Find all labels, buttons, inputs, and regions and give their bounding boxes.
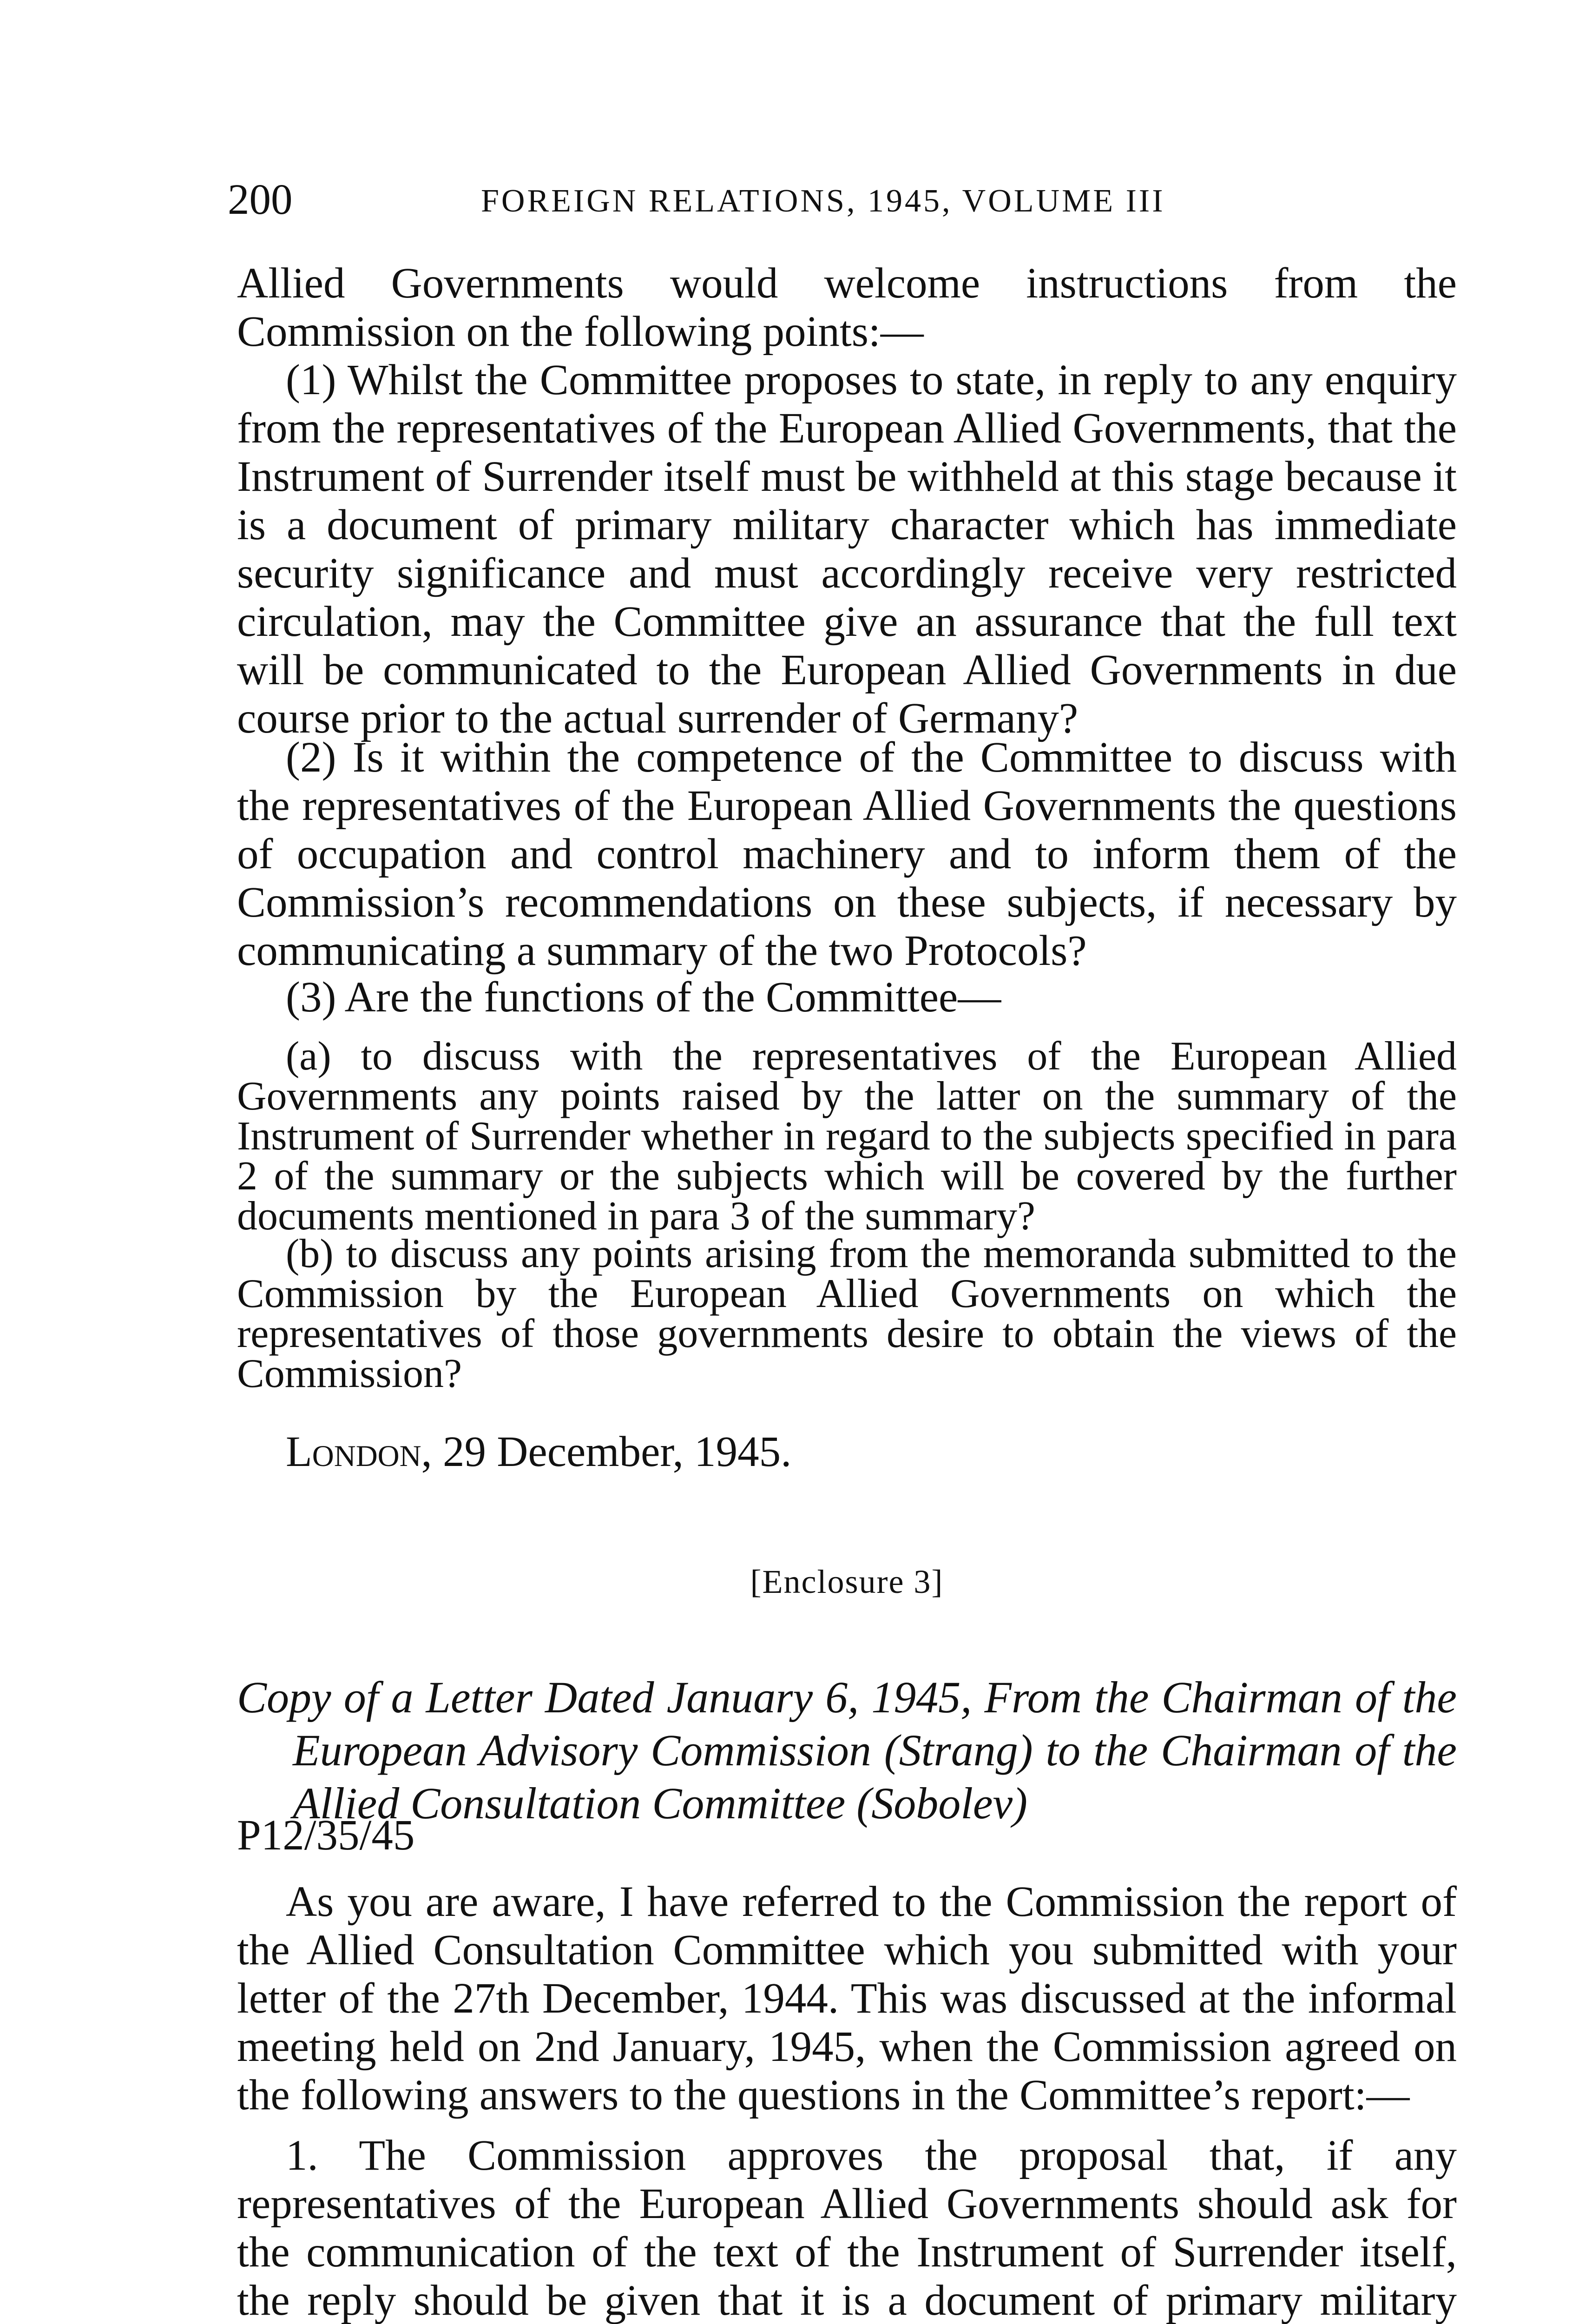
running-title: FOREIGN RELATIONS, 1945, VOLUME III [481,183,1165,219]
enclosure-label: [Enclosure 3] [750,1563,944,1600]
question-1-paragraph: (1) Whilst the Committee proposes to state, in reply to any enquiry from the representatives of the European Allied Governments, that the Instrument of Surrender itself must be withheld at this stage because it is a document of primary military character which has immediate security significance and must accordingly receive very restricted circulation, may the Committee give an assurance that the full text will be communicated to the European Allied Governments in due course prior to the actual surrender of Germany? [237,356,1457,742]
page-header [228,176,1457,227]
dateline-place: London [286,1428,421,1476]
dateline [286,1428,1308,1476]
dateline-date: , 29 December, 1945. [421,1428,792,1476]
letter-body-paragraph-2: 1. The Commission approves the proposal that, if any representatives of the European Allied Governments should ask for the communication of the text of the Instrument of Surrender itself, the reply should be given that it is a document of primary military [237,2132,1457,2324]
question-3a-paragraph: (a) to discuss with the representatives of the European Allied Governments any points raised by the latter on the summary of the Instrument of Surrender whether in regard to the subjects specified in para 2 of the summary or the subjects which will be covered by the further documents mentioned in para 3 of the summary? [237,1034,1457,1239]
page-number: 200 [228,176,293,224]
reference-number: P12/35/45 [237,1811,415,1859]
intro-paragraph: Allied Governments would welcome instructions from the Commission on the following points:— [237,259,1457,356]
question-3-paragraph: (3) Are the functions of the Committee— [286,973,1001,1021]
enclosure-title: Copy of a Letter Dated January 6, 1945, From the Chairman of the European Advisory Commission (Strang) to the Chairman of the Allied Consultation Committee (Sobolev) [237,1672,1457,1828]
question-3b-paragraph: (b) to discuss any points arising from the memoranda submitted to the Commission by the European Allied Governments on which the representatives of those governments desire to obtain the views of the Commission? [237,1231,1457,1396]
letter-body-paragraph-1: As you are aware, I have referred to the Commission the report of the Allied Consultation Committee which you submitted with your letter of the 27th December, 1944. This was discussed at the informal meeting held on 2nd January, 1945, when the Commission agreed on the following answers to the questions in the Committee’s report:— [237,1878,1457,2119]
question-2-paragraph: (2) Is it within the competence of the Committee to discuss with the representatives of the European Allied Governments the questions of occupation and control machinery and to inform them of the Commission’s recommendations on these subjects, if necessary by communicating a summary of the two Protocols? [237,733,1457,975]
